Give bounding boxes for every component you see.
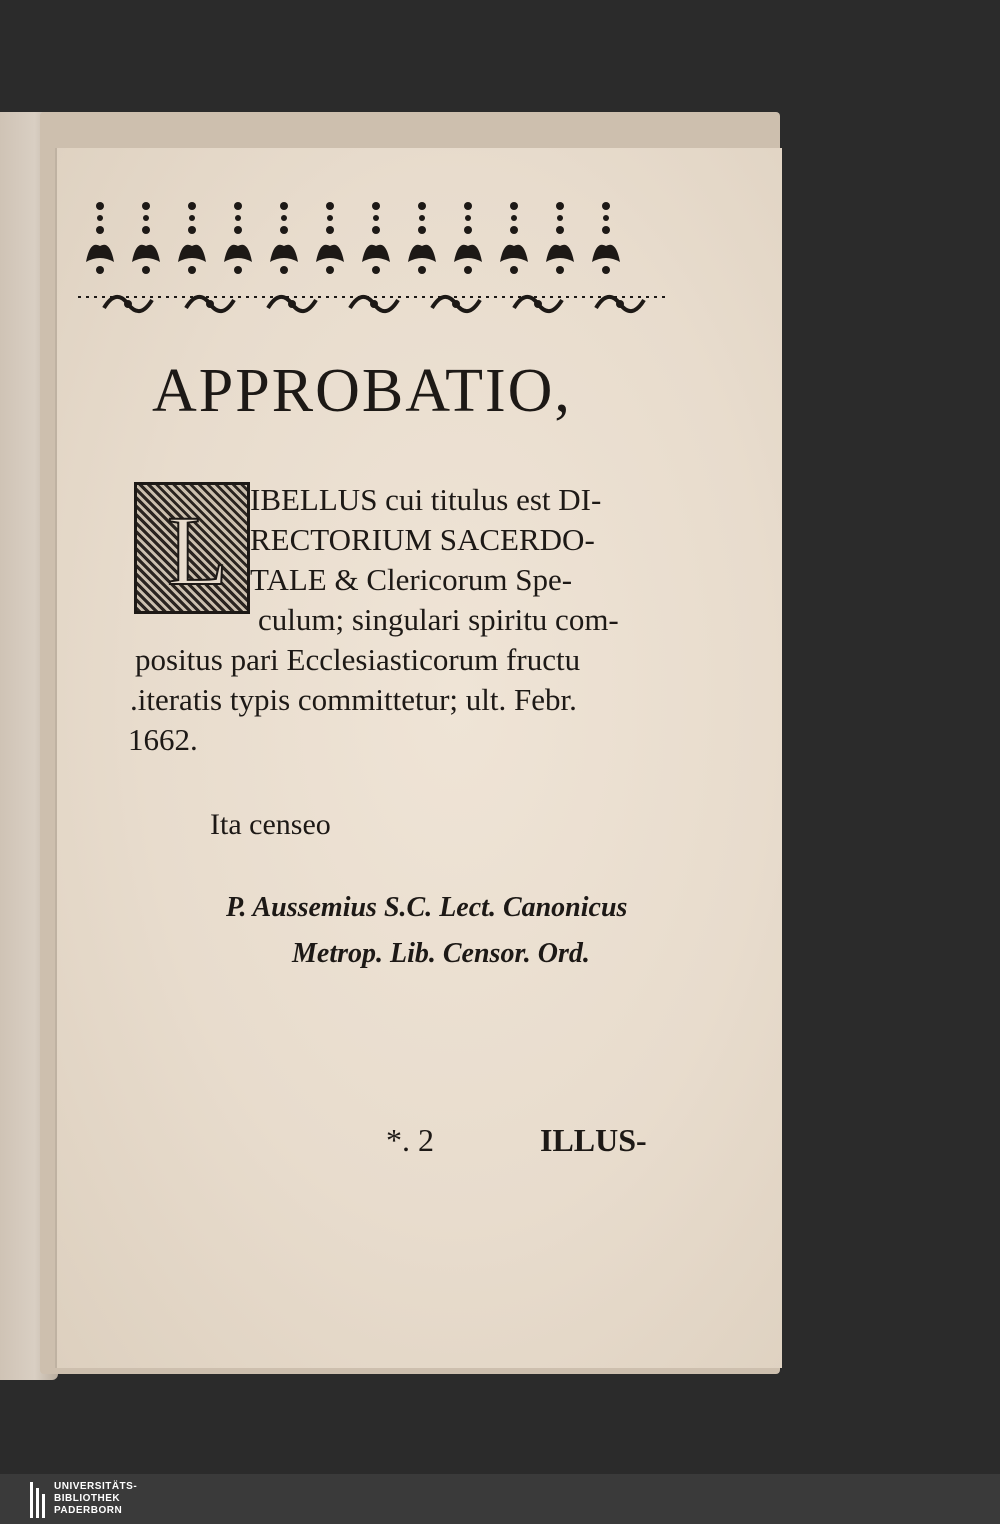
scroll-ornament [104, 297, 152, 311]
fleuron-ornament [224, 202, 252, 274]
censeo-line: Ita censeo [210, 808, 331, 841]
printers-ornament-headband [78, 200, 668, 330]
fleuron-ornament [178, 202, 206, 274]
page-title: APPROBATIO, [152, 357, 572, 425]
scroll-ornament [514, 297, 562, 311]
text-line-7: 1662. [128, 722, 198, 757]
right-page [55, 148, 782, 1368]
scroll-ornament [350, 297, 398, 311]
fleuron-ornament [500, 202, 528, 274]
scroll-ornament [186, 297, 234, 311]
decorated-initial-letter [134, 482, 250, 614]
logo-text-line-3: PADERBORN [54, 1505, 123, 1516]
fleuron-ornament [408, 202, 436, 274]
signature-line-1: P. Aussemius S.C. Lect. Canonicus [226, 892, 628, 923]
fleuron-ornament [362, 202, 390, 274]
scroll-ornament [268, 297, 316, 311]
signature-mark: *. 2 [386, 1122, 434, 1158]
library-logo-icon [30, 1482, 46, 1518]
fleuron-ornament [592, 202, 620, 274]
scroll-ornament [596, 297, 644, 311]
initial-letter-glyph: L [167, 495, 229, 606]
text-line-1: IBELLUS cui titulus est DI- [250, 482, 602, 517]
signature-line-2: Metrop. Lib. Censor. Ord. [292, 938, 590, 969]
fleuron-ornament [316, 202, 344, 274]
text-line-2: RECTORIUM SACERDO- [250, 522, 595, 557]
fleuron-ornament [86, 202, 114, 274]
logo-text-line-1: UNIVERSITÄTS- [54, 1481, 138, 1492]
fleuron-ornament [546, 202, 574, 274]
fleuron-ornament [132, 202, 160, 274]
footer-bar [0, 1474, 1000, 1524]
catchword: ILLUS- [540, 1122, 647, 1158]
logo-text-line-2: BIBLIOTHEK [54, 1493, 121, 1504]
text-line-3: TALE & Clericorum Spe- [250, 562, 573, 597]
fleuron-ornament [270, 202, 298, 274]
text-line-4: culum; singulari spiritu com- [258, 602, 619, 637]
fleuron-ornament [454, 202, 482, 274]
text-line-6: .iteratis typis committetur; ult. Febr. [130, 682, 577, 717]
scroll-ornament [432, 297, 480, 311]
text-line-5: positus pari Ecclesiasticorum fructu [135, 642, 581, 677]
